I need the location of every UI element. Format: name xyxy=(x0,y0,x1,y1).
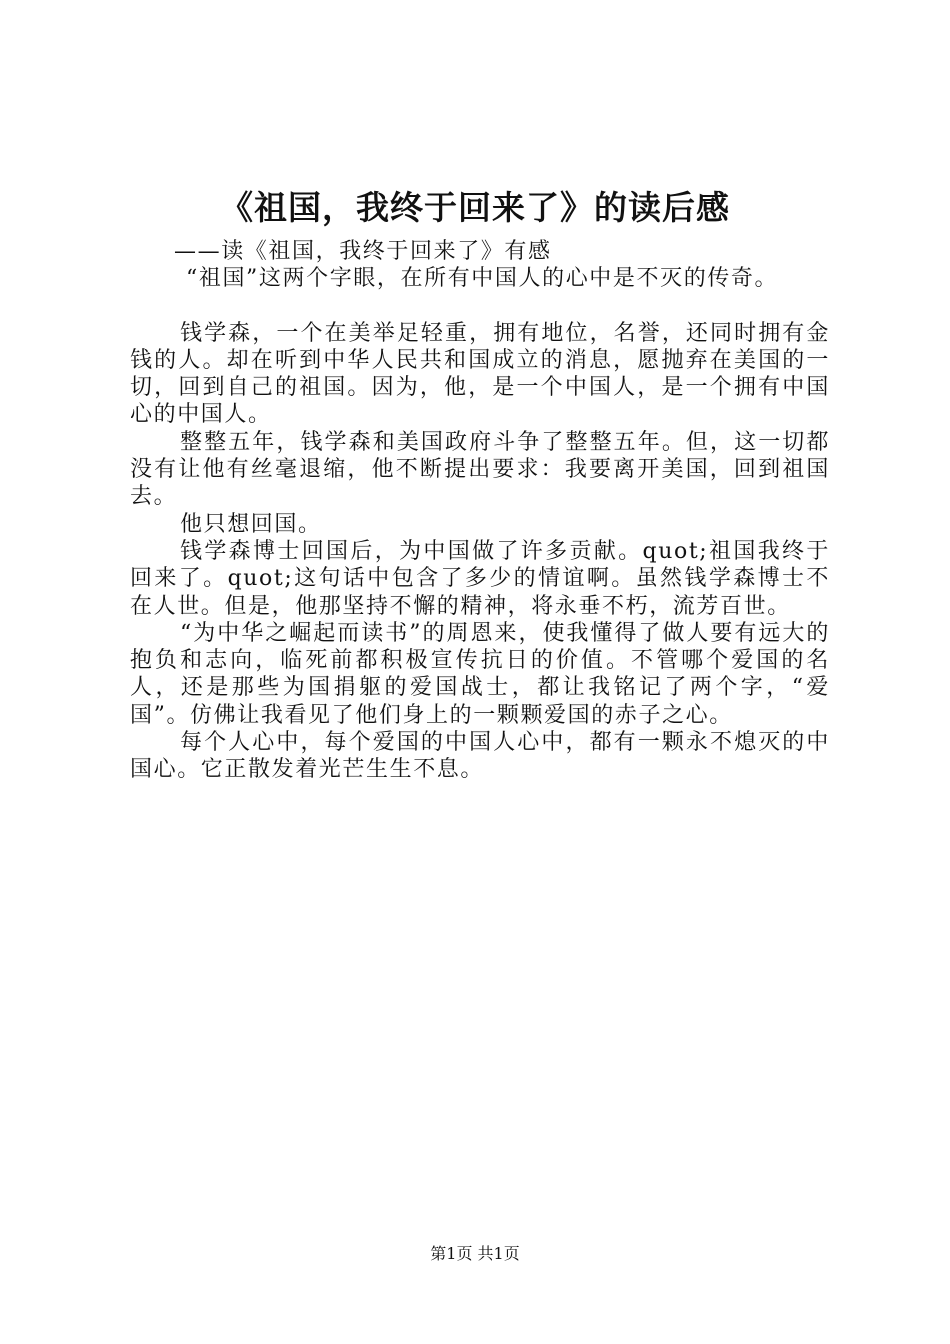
page-footer: 第1页 共1页 xyxy=(430,1244,520,1263)
document-body xyxy=(130,238,830,784)
paragraph-6: 每个人心中，每个爱国的中国人心中，都有一颗永不熄灭的中国心。它正散发着光芒生生不息。 xyxy=(130,730,830,783)
paragraph-5: “为中华之崛起而读书”的周恩来，使我懂得了做人要有远大的抱负和志向，临死前都积极宣传抗日的价值。不管哪个爱国的名人，还是那些为国捐躯的爱国战士，都让我铭记了两个字，“爱国”。仿佛让我看见了他们身上的一颗颗爱国的赤子之心。 xyxy=(130,620,830,728)
paragraph-4: 钱学森博士回国后，为中国做了许多贡献。quot;祖国我终于回来了。quot;这句话中包含了多少的情谊啊。虽然钱学森博士不在人世。但是，他那坚持不懈的精神，将永垂不朽，流芳百世。 xyxy=(130,538,830,619)
paragraph-1: 钱学森，一个在美举足轻重，拥有地位，名誉，还同时拥有金钱的人。却在听到中华人民共和国成立的消息，愿抛弃在美国的一切，回到自己的祖国。因为，他，是一个中国人，是一个拥有中国心的中国人。 xyxy=(130,320,830,428)
document-subtitle: ——读《祖国，我终于回来了》有感 xyxy=(174,239,552,264)
intro-line: “祖国”这两个字眼，在所有中国人的心中是不灭的传奇。 xyxy=(186,266,779,292)
document-title: 《祖国，我终于回来了》的读后感 xyxy=(220,188,730,227)
paragraph-3: 他只想回国。 xyxy=(180,511,322,537)
paragraph-2: 整整五年，钱学森和美国政府斗争了整整五年。但，这一切都没有让他有丝毫退缩，他不断提出要求：我要离开美国，回到祖国去。 xyxy=(130,429,830,510)
